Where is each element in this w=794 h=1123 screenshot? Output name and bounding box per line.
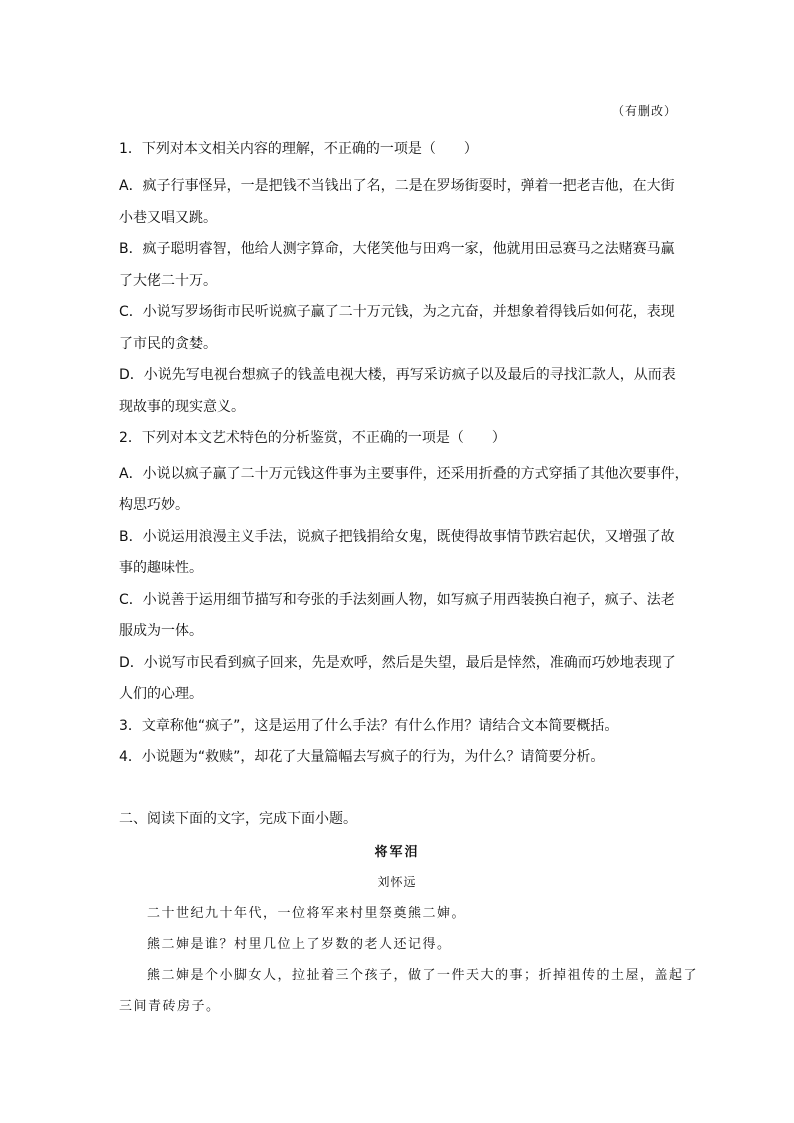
- q1-option-b-line2: 了大佬二十万。: [119, 272, 217, 289]
- story-text: [119, 898, 699, 1022]
- story-paragraph-3-line1: 熊二婶是个小脚女人，拉扯着三个孩子，做了一件天大的事；折掉祖传的土屋，盖起了: [147, 968, 699, 983]
- q2-option-c-line2: 服成为一体。: [119, 623, 203, 639]
- question-1: [119, 134, 679, 166]
- question-1-stem: 1．下列对本文相关内容的理解，不正确的一项是（ ）: [119, 141, 478, 157]
- q1-option-a-line1: A．疯子行事怪异，一是把钱不当钱出了名，二是在罗场街耍时，弹着一把老吉他，在大街: [119, 178, 675, 194]
- q2-option-a-line1: A．小说以疯子赢了二十万元钱这件事为主要事件，还采用折叠的方式穿插了其他次要事件，: [119, 465, 689, 482]
- story-author: 刘怀远: [377, 875, 417, 889]
- story-paragraph-3-line2: 三间青砖房子。: [119, 999, 221, 1014]
- story-title: 将军泪: [374, 845, 420, 860]
- q2-option-b-line2: 事的趣味性。: [119, 560, 203, 576]
- q2-option-b-line1: B．小说运用浪漫主义手法，说疯子把钱捐给女鬼，既使得故事情节跌宕起伏，又增强了故: [119, 528, 675, 545]
- section-2-heading: 二、阅读下面的文字，完成下面小题。: [119, 811, 357, 827]
- story-paragraph-2: 熊二婶是谁？村里几位上了岁数的老人还记得。: [147, 937, 452, 952]
- q2-option-d-line1: D．小说写市民看到疯子回来，先是欢呼，然后是失望，最后是悻然，准确而巧妙地表现了: [119, 654, 676, 671]
- q1-option-a-line2: 小巷又唱又跳。: [119, 209, 217, 226]
- story-paragraph-1: 二十世纪九十年代，一位将军来村里祭奠熊二婶。: [147, 906, 467, 921]
- question-3: 3．文章称他“疯子”，这是运用了什么手法？有什么作用？请结合文本简要概括。: [119, 717, 619, 734]
- q1-option-d-line2: 现故事的现实意义。: [119, 398, 245, 415]
- q1-option-b-line1: B．疯子聪明睿智，他给人测字算命，大佬笑他与田鸡一家，他就用田忌赛马之法赌赛马赢: [119, 241, 675, 257]
- question-2-stem: 2．下列对本文艺术特色的分析鉴赏，不正确的一项是（ ）: [119, 430, 506, 446]
- abridged-note: （有删改）: [612, 104, 678, 118]
- q2-option-c-line1: C．小说善于运用细节描写和夸张的手法刻画人物，如写疯子用西装换白袍子，疯子、法老: [119, 591, 675, 608]
- question-1-options: [119, 171, 679, 423]
- q1-option-c-line1: C．小说写罗场街市民听说疯子赢了二十万元钱，为之亢奋，并想象着得钱后如何花，表现: [119, 304, 675, 320]
- q2-option-d-line2: 人们的心理。: [119, 686, 203, 702]
- question-4: 4．小说题为“救赎”，却花了大量篇幅去写疯子的行为，为什么？请简要分析。: [119, 749, 605, 765]
- q1-option-c-line2: 了市民的贪婪。: [119, 335, 217, 352]
- q2-option-a-line2: 构思巧妙。: [119, 497, 189, 513]
- question-2: [119, 423, 689, 774]
- q1-option-d-line1: D．小说先写电视台想疯子的钱盖电视大楼，再写采访疯子以及最后的寻找汇款人，从而表: [119, 367, 676, 383]
